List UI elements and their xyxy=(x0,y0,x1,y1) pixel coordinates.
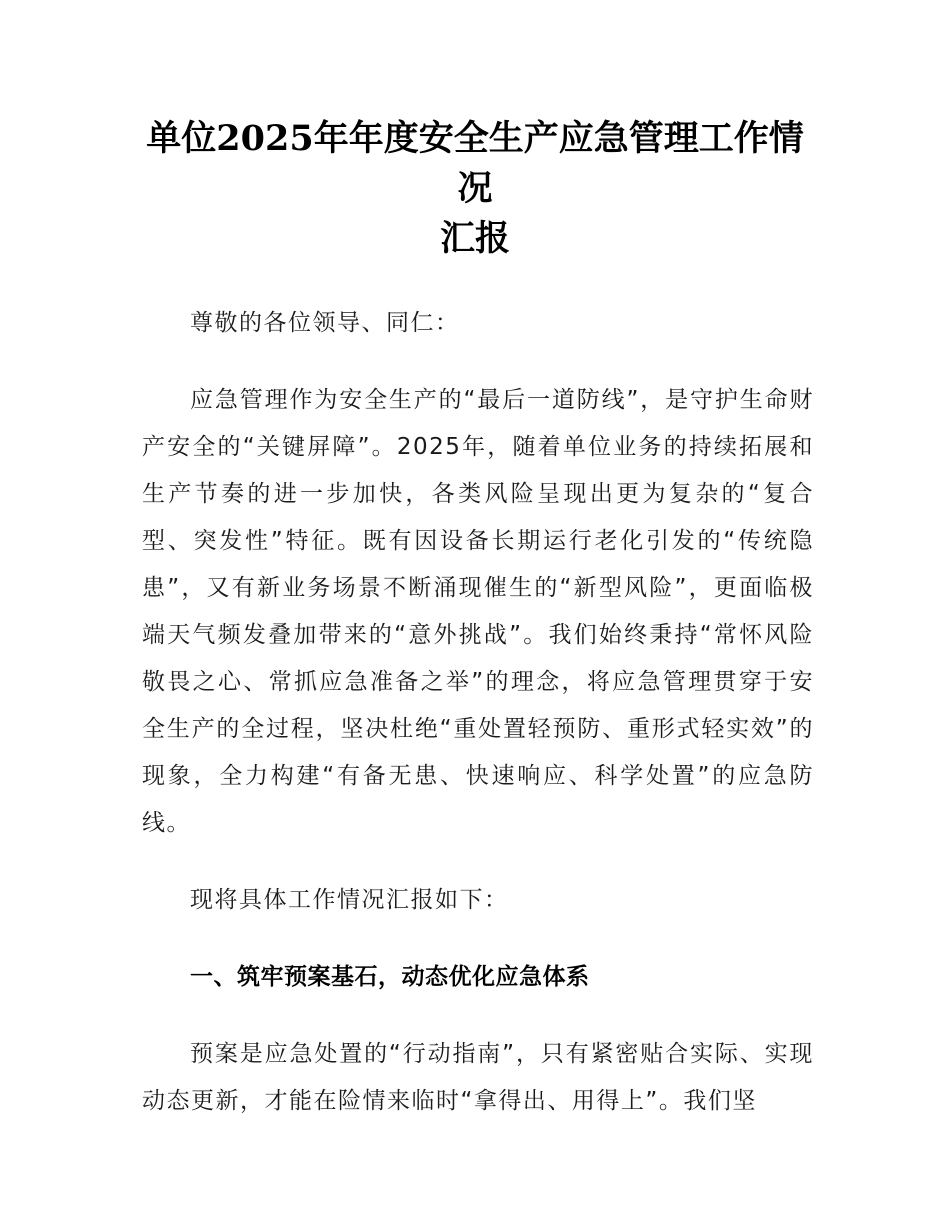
section-heading-1: 一、筑牢预案基石，动态优化应急体系 xyxy=(190,964,590,990)
document-title xyxy=(130,114,820,264)
transition-paragraph: 现将具体工作情况汇报如下： xyxy=(190,887,509,913)
title-line-1: 单位2025年年度安全生产应急管理工作情况 xyxy=(146,118,804,209)
title-line-2: 汇报 xyxy=(439,218,510,259)
section-1-paragraph: 预案是应急处置的“行动指南”，只有紧密贴合实际、实现动态更新，才能在险情来临时“拿得出、用得上”。我们坚 xyxy=(142,1041,814,1114)
document-body xyxy=(142,300,814,1125)
salutation: 尊敬的各位领导、同仁： xyxy=(190,310,460,336)
intro-paragraph: 应急管理作为安全生产的“最后一道防线”，是守护生命财产安全的“关键屏障”。2025年，随着单位业务的持续拓展和生产节奏的进一步加快，各类风险呈现出更为复杂的“复合型、突发性”特征。既有因设备长期运行老化引发的“传统隐患”，又有新业务场景不断涌现催生的“新型风险”，更面临极端天气频发叠加带来的“意外挑战”。我们始终秉持“常怀风险敬畏之心、常抓应急准备之举”的理念，将应急管理贯穿于安全生产的全过程，坚决杜绝“重处置轻预防、重形式轻实效”的现象，全力构建“有备无患、快速响应、科学处置”的应急防线。 xyxy=(142,387,814,836)
